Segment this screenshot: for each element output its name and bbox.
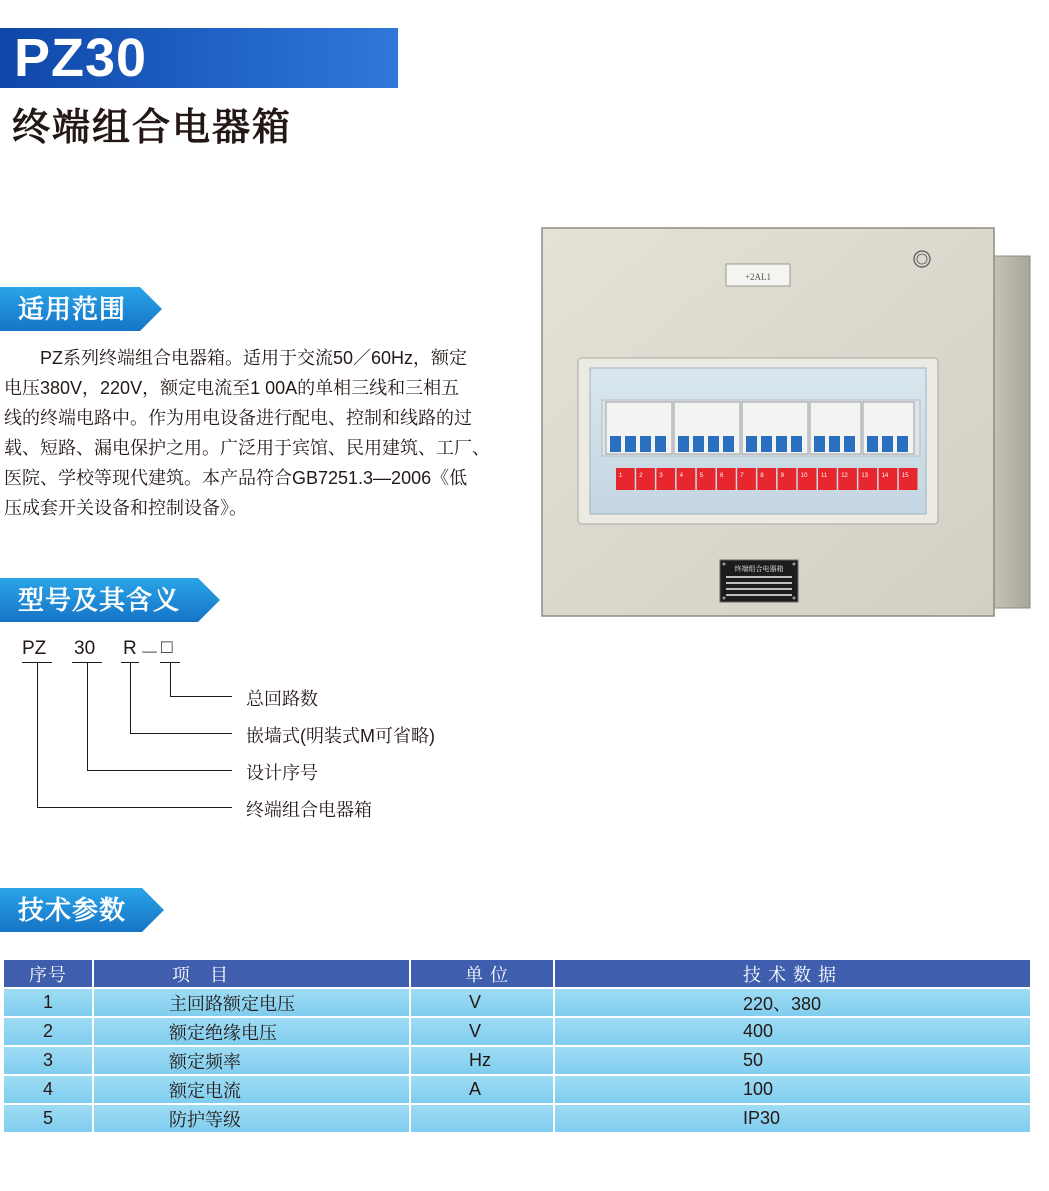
circuit-number: 13: [861, 473, 869, 479]
circuit-label: [879, 468, 898, 490]
circuit-number: 2: [639, 473, 643, 479]
circuit-number: 15: [901, 473, 909, 479]
breaker-handle: [723, 436, 734, 452]
circuit-number: 5: [699, 473, 704, 479]
scope-paragraph: [4, 343, 504, 523]
breaker-handle: [708, 436, 719, 452]
circuit-label: [778, 468, 797, 490]
breaker-handle: [776, 436, 787, 452]
table-header-cell: 技 术 数 据: [554, 960, 1031, 988]
section-heading-scope: [0, 287, 162, 331]
scope-line: 载、短路、漏电保护之用。广泛用于宾馆、民用建筑、工厂、: [4, 438, 490, 458]
product-photo: [540, 226, 1032, 618]
breaker-handle: [746, 436, 757, 452]
circuit-label: [697, 468, 716, 490]
label-tag-text: +2AL1: [744, 272, 772, 282]
circuit-number: 12: [841, 473, 848, 479]
model-meaning-label: 设计序号: [246, 763, 318, 783]
circuit-number: 9: [780, 473, 784, 479]
breaker-row: [606, 402, 914, 454]
section-heading-model-label: 型号及其含义: [18, 585, 181, 615]
circuit-label: [818, 468, 837, 490]
leader-horizontal: [87, 770, 232, 771]
table-row: [4, 1104, 1031, 1133]
circuit-number: 3: [659, 473, 663, 479]
table-cell: 3: [4, 1046, 93, 1075]
model-code-dash: －: [140, 643, 160, 664]
nameplate-title: 终端组合电器箱: [734, 566, 784, 573]
table-header-row: [4, 960, 1031, 988]
scope-line: 压成套开关设备和控制设备》。: [4, 498, 247, 518]
leader-horizontal: [170, 696, 232, 697]
leader-vertical: [37, 663, 38, 807]
section-heading-scope-label: 适用范围: [18, 294, 127, 324]
table-row: [4, 1075, 1031, 1104]
table-header-cell: 单 位: [410, 960, 554, 988]
model-code-r: R: [123, 638, 137, 659]
table-row: [4, 1046, 1031, 1075]
table-cell: IP30: [554, 1104, 1031, 1133]
circuit-label: [677, 468, 696, 490]
circuit-number: 10: [800, 473, 808, 479]
breaker-handle: [829, 436, 840, 452]
breaker-handle: [655, 436, 666, 452]
table-row: [4, 988, 1031, 1017]
scope-line: PZ系列终端组合电器箱。适用于交流50／60Hz，额定: [4, 348, 468, 368]
model-code-30: 30: [74, 638, 96, 659]
circuit-number: 8: [760, 473, 764, 479]
table-cell: V: [410, 1017, 554, 1046]
table-cell: 100: [554, 1075, 1031, 1104]
breaker-handle: [693, 436, 704, 452]
table-cell: 防护等级: [93, 1104, 410, 1133]
model-meaning-label: 嵌墙式(明装式M可省略): [246, 726, 435, 746]
breaker-handle: [625, 436, 636, 452]
section-heading-tech: [0, 888, 164, 932]
circuit-label: [858, 468, 877, 490]
model-code-pz: PZ: [22, 638, 47, 659]
leader-vertical: [170, 663, 171, 696]
scope-line: 电压380V，220V，额定电流至1 00A的单相三线和三相五: [4, 378, 460, 398]
circuit-label: [899, 468, 918, 490]
table-cell: 220、380: [554, 988, 1031, 1017]
breaker-handle: [814, 436, 825, 452]
table-cell: 主回路额定电压: [93, 988, 410, 1017]
circuit-number: 11: [821, 473, 828, 479]
scope-line: 线的终端电路中。作为用电设备进行配电、控制和线路的过: [4, 408, 472, 428]
breaker-handle: [678, 436, 689, 452]
circuit-label: [838, 468, 857, 490]
breaker-handle: [867, 436, 878, 452]
circuit-label: [717, 468, 736, 490]
circuit-label-strip: [616, 468, 918, 490]
breaker-handle: [761, 436, 772, 452]
table-cell: 4: [4, 1075, 93, 1104]
circuit-number: 7: [740, 473, 744, 479]
table-cell: 额定频率: [93, 1046, 410, 1075]
table-cell: V: [410, 988, 554, 1017]
circuit-number: 4: [679, 473, 683, 479]
page-title: PZ30: [14, 28, 148, 88]
table-row: [4, 1017, 1031, 1046]
breaker-handle: [844, 436, 855, 452]
table-cell: 400: [554, 1017, 1031, 1046]
breaker-handle: [882, 436, 893, 452]
circuit-number: 6: [720, 473, 724, 479]
page-subtitle: 终端组合电器箱: [12, 107, 293, 149]
section-heading-tech-label: 技术参数: [18, 895, 127, 925]
breaker-handle: [640, 436, 651, 452]
table-header-cell: 序号: [4, 960, 93, 988]
table-cell: Hz: [410, 1046, 554, 1075]
circuit-label: [616, 468, 635, 490]
model-meaning-label: 总回路数: [246, 689, 318, 709]
model-meaning-label: 终端组合电器箱: [246, 800, 372, 820]
leader-vertical: [87, 663, 88, 770]
section-heading-model: [0, 578, 220, 622]
circuit-label: [798, 468, 817, 490]
table-cell: [410, 1104, 554, 1133]
table-cell: 2: [4, 1017, 93, 1046]
circuit-label: [636, 468, 655, 490]
table-cell: A: [410, 1075, 554, 1104]
model-code-box: □: [161, 637, 173, 658]
table-cell: 额定电流: [93, 1075, 410, 1104]
leader-horizontal: [130, 733, 232, 734]
leader-vertical: [130, 663, 131, 733]
table-cell: 额定绝缘电压: [93, 1017, 410, 1046]
circuit-label: [757, 468, 776, 490]
table-cell: 5: [4, 1104, 93, 1133]
circuit-label: [737, 468, 756, 490]
table-header-cell: 项 目: [93, 960, 410, 988]
breaker-handle: [897, 436, 908, 452]
scope-line: 医院、学校等现代建筑。本产品符合GB7251.3—2006《低: [4, 468, 468, 488]
table-cell: 50: [554, 1046, 1031, 1075]
title-banner: [0, 28, 398, 88]
circuit-number: 1: [619, 473, 623, 479]
breaker-handle: [610, 436, 621, 452]
leader-horizontal: [37, 807, 232, 808]
breaker-handle: [791, 436, 802, 452]
tech-params-table: [4, 960, 1032, 1134]
circuit-number: 14: [881, 473, 889, 479]
circuit-label: [656, 468, 675, 490]
table-cell: 1: [4, 988, 93, 1017]
